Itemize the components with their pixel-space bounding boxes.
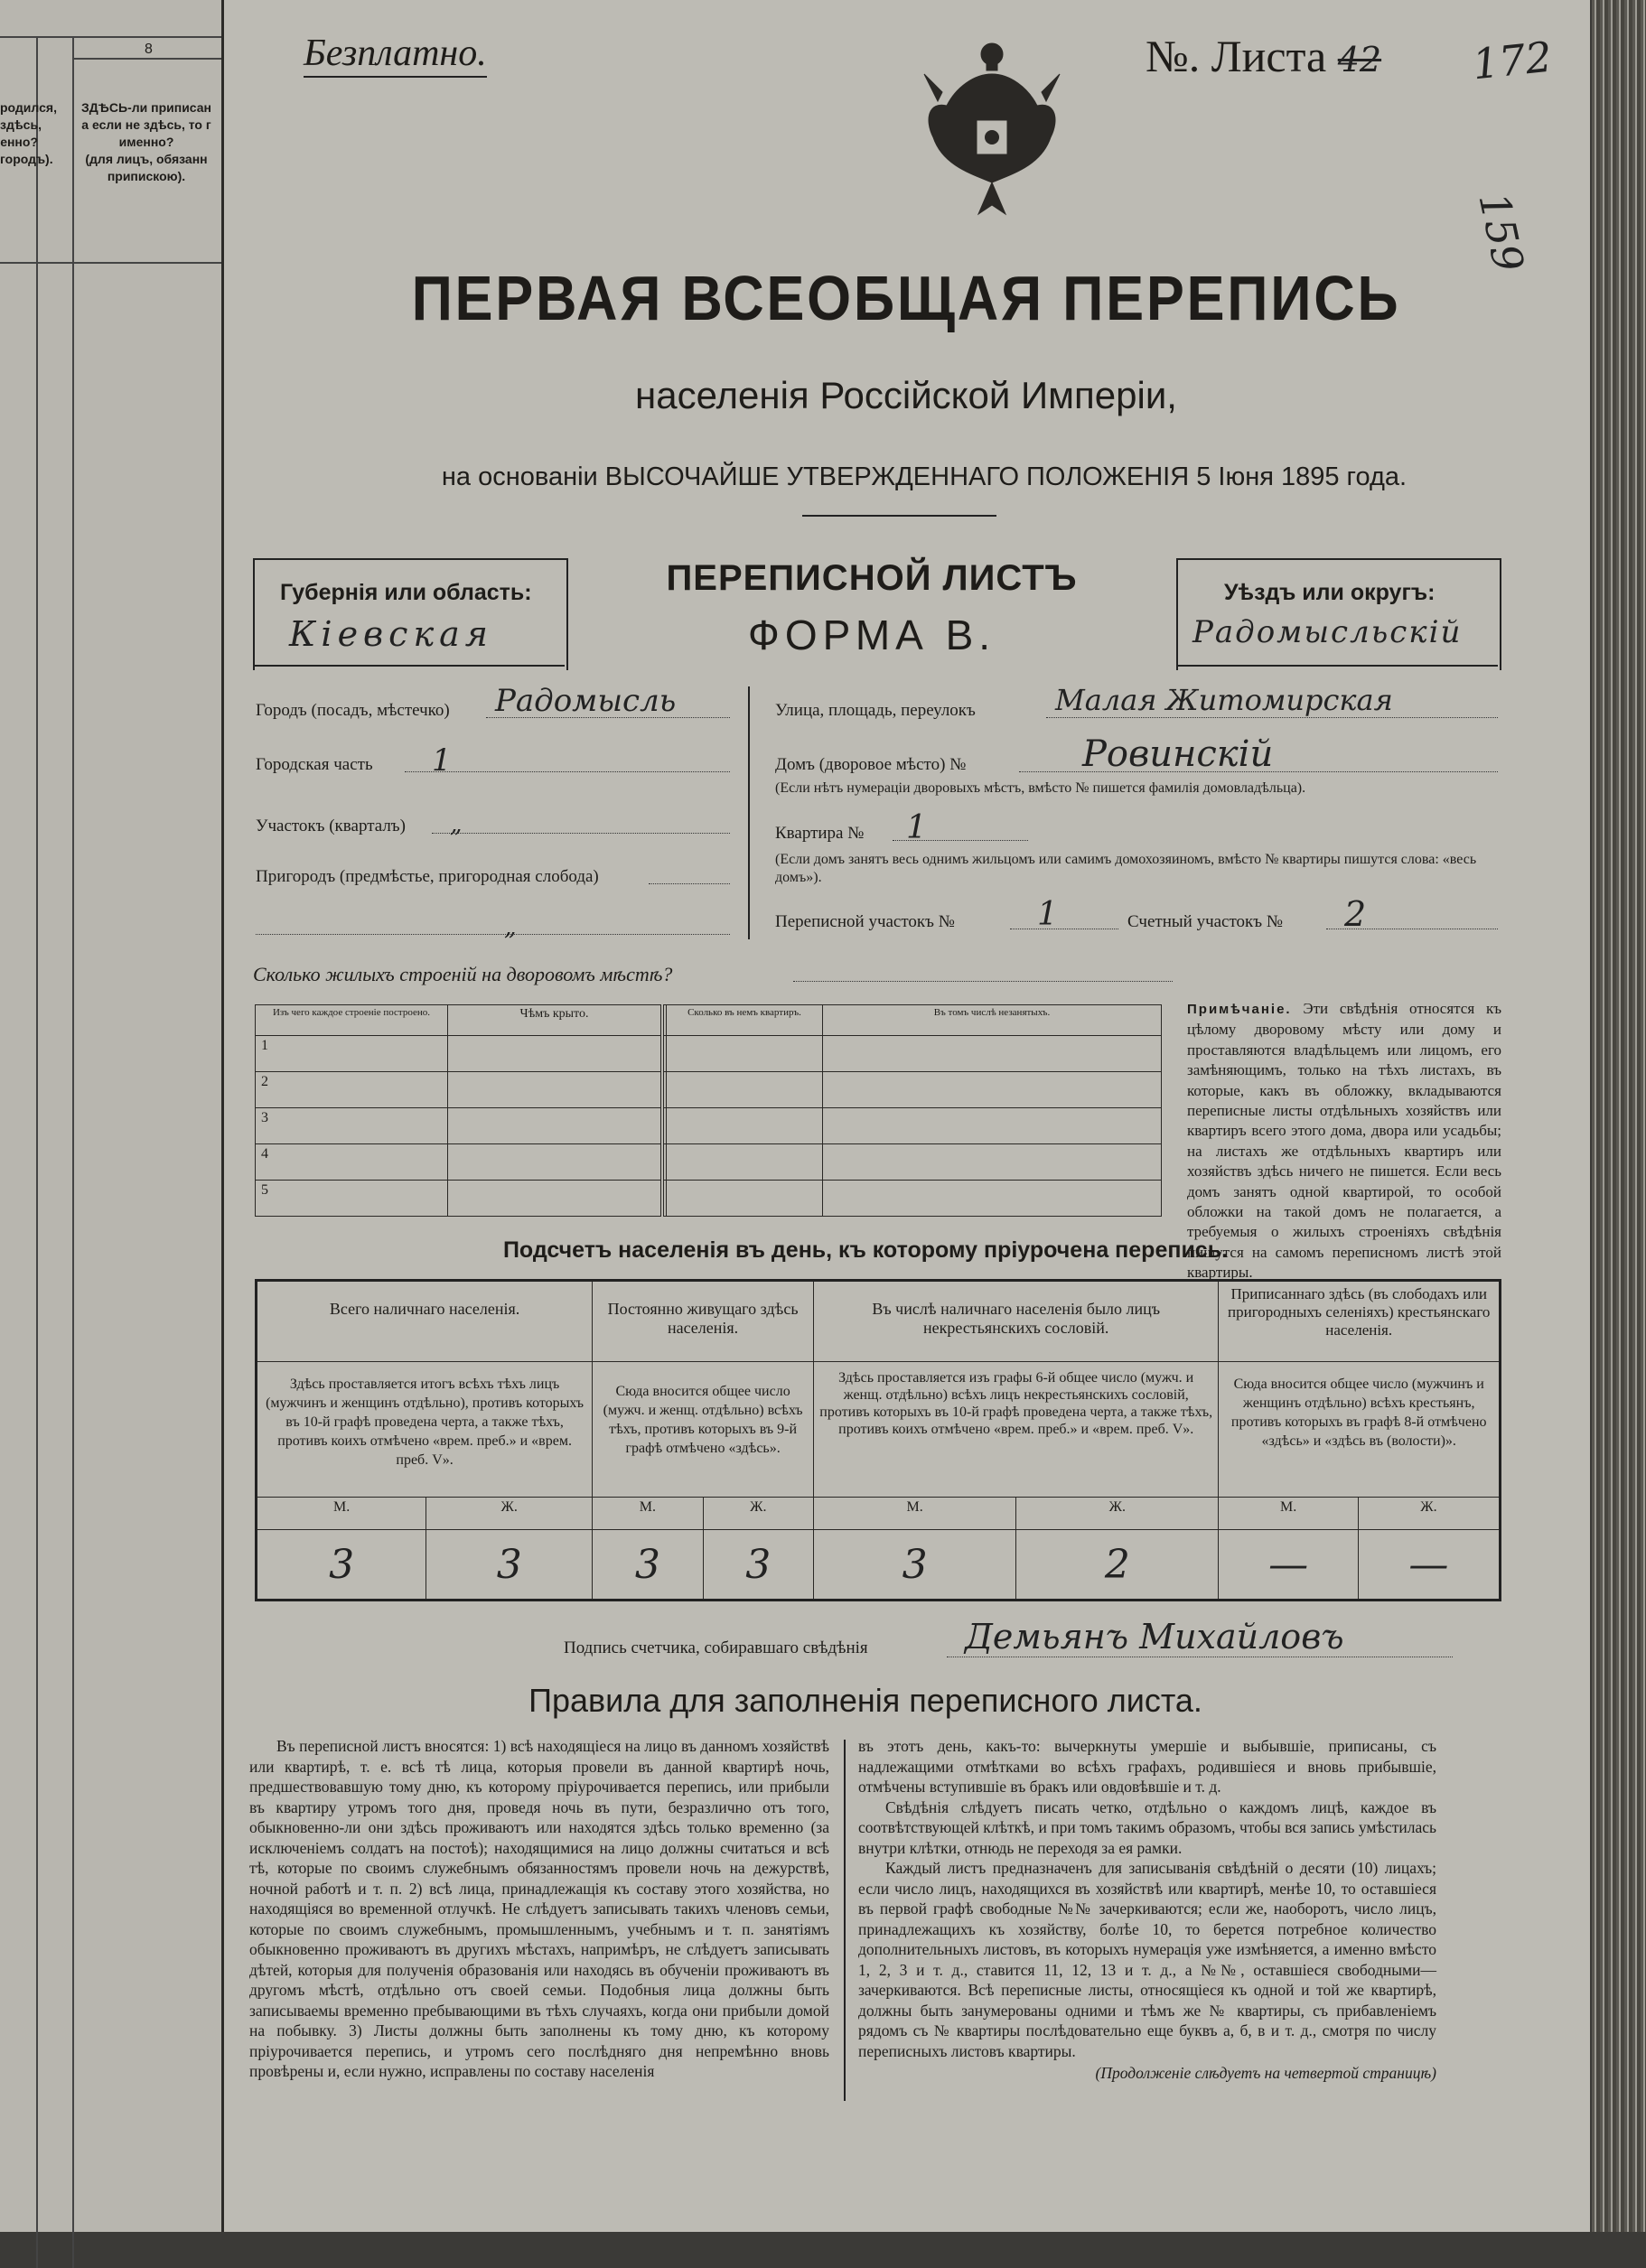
tally-title: Подсчетъ населенія въ день, къ которому пріурочена перепись. <box>502 1237 1229 1263</box>
column-description: Здѣсь проставляется изъ графы 6-й общее число (мужч. и женщ. отдѣльно) всѣхъ лицъ некрестьянскихъ сословій, противъ которыхъ въ 10-й графѣ проведена черта, а также тѣхъ, противъ коихъ отмѣчено «врем. преб.» и «врем. преб. V». <box>814 1362 1219 1498</box>
rules-title: Правила для заполненія переписного листа. <box>528 1682 1202 1719</box>
apartment-value: 1 <box>906 809 927 846</box>
province-label: Губернія или область: <box>280 580 532 605</box>
column-header: Въ томъ числѣ незанятыхъ. <box>823 1005 1162 1036</box>
column-header: Чѣмъ крыто. <box>448 1005 661 1036</box>
column-header: Сколько въ немъ квартиръ. <box>667 1005 823 1036</box>
column-divider <box>72 36 74 2268</box>
legal-basis: на основаніи ВЫСОЧАЙШЕ УТВЕРЖДЕННАГО ПОЛОЖЕНІЯ 5 Іюня 1895 года. <box>441 462 1408 491</box>
census-district-label: Переписной участокъ № <box>775 912 955 931</box>
city-part-label: Городская часть <box>256 755 373 774</box>
male-label: М. <box>814 1498 1016 1530</box>
double-headed-eagle-icon <box>920 38 1064 219</box>
male-label: М. <box>1219 1498 1358 1530</box>
rules-paragraph: Свѣдѣнія слѣдуетъ писать четко, отдѣльно о каждомъ лицѣ, каждое въ соотвѣтствующей клѣткѣ, и при томъ такимъ образомъ, чтобы вся запись умѣстилась внутри клѣтки, отнюдь не переходя за ея рамки. <box>858 1797 1436 1857</box>
page-title: ПЕРВАЯ ВСЕОБЩАЯ ПЕРЕПИСЬ <box>411 263 1401 333</box>
table-row: 1 <box>256 1036 448 1072</box>
house-note: (Если нѣтъ нумераціи дворовыхъ мѣстъ, вмѣсто № пишется фамилія домовладѣльца). <box>775 780 1306 796</box>
tally-value: 3 <box>593 1530 703 1601</box>
column-header: Изъ чего каждое строеніе построено. <box>256 1005 448 1036</box>
column-description: Сюда вносится общее число (мужчинъ и женщинъ отдѣльно) всѣхъ крестьянъ, противъ которыхъ въ графѣ 8-й отмѣчено «здѣсь» и «здѣсь въ (волости)». <box>1219 1362 1501 1498</box>
district-value: Радомысльскій <box>1192 614 1463 650</box>
suburb-label: Пригородъ (предмѣстье, пригородная слобода) <box>256 867 599 886</box>
tally-value: 3 <box>814 1530 1016 1601</box>
tally-value: 3 <box>703 1530 813 1601</box>
table-row: 3 <box>256 1108 448 1144</box>
precinct-value: „ <box>450 811 463 838</box>
column-header: Всего наличнаго населенія. <box>257 1281 593 1362</box>
page-subtitle: населенія Россійской Имперіи, <box>635 374 1177 416</box>
suburb-value: „ <box>504 914 517 941</box>
tally-value: 3 <box>426 1530 593 1601</box>
tally-value: — <box>1358 1530 1500 1601</box>
apartment-label: Квартира № <box>775 824 865 843</box>
house-label: Домъ (дворовое мѣсто) № <box>775 755 967 774</box>
facing-page-fragment <box>0 0 225 2232</box>
precinct-label: Участокъ (кварталъ) <box>256 817 406 835</box>
table-row: 4 <box>256 1144 448 1181</box>
buildings-note: Примѣчаніе. Эти свѣдѣнія относятся къ цѣлому дворовому мѣсту или дому и проставляются владѣльцемъ или лицомъ, его замѣняющимъ, только на тѣхъ листахъ, въ которые, какъ въ обложку, вкладываются переписные листы отдѣльныхъ хозяйствъ или квартиръ всего этого дома, двора или усадьбы; на листахъ же отдѣльныхъ квартиръ или хозяйствъ здѣсь ничего не пишется. Если весь домъ занятъ одной квартирой, то особой обложки на такой домъ не полагается, а требуемыя о жилыхъ строеніяхъ свѣдѣнія пишутся на самомъ переписномъ листѣ этой квартиры. <box>1187 1000 1501 1282</box>
rules-paragraph: Каждый листъ предназначенъ для записыванія свѣдѣній о десяти (10) лицахъ; если число лицъ, находящихся въ хозяйствѣ или квартирѣ, менѣе 10, то оставшіеся въ первой графѣ свободные №№ зачеркиваются; если же, наоборотъ, число лицъ, принадлежащихъ къ хозяйству, болѣе 10, то берется потребное количество дополнительныхъ листовъ, въ которыхъ нумерація уже измѣняется, а именно вмѣсто 1, 2, 3 и т. д., ставится 11, 12, 13 и т. д., а №№, оставшіеся свободными—зачеркиваются. Всѣ переписные листы, относящіеся къ одной и той же квартирѣ, должны быть занумерованы одними и тѣмъ же № квартиры, съ прибавленіемъ рядомъ съ № квартиры послѣдовательно еще буквъ а, б, в и т. д., смотря по числу переписныхъ листовъ квартиры. <box>858 1859 1436 2060</box>
column-number: 8 <box>145 42 153 57</box>
buildings-question: Сколько жилыхъ строеній на дворовомъ мѣстѣ? <box>253 963 673 985</box>
apartment-note: (Если домъ занятъ весь однимъ жильцомъ или самимъ домохозяиномъ, вмѣсто № квартиры пишутся слова: «весь домъ»). <box>775 852 1477 885</box>
street-label: Улица, площадь, переулокъ <box>775 701 976 720</box>
column-header: Постоянно живущаго здѣсь населенія. <box>593 1281 814 1362</box>
city-value: Радомысль <box>495 683 677 719</box>
street-value: Малая Житомирская <box>1055 683 1393 717</box>
table-row: 5 <box>256 1181 448 1217</box>
rules-paragraph: Въ переписной листъ вносятся: 1) всѣ находящіеся на лицо въ данномъ хозяйствѣ или квартирѣ, т. е. всѣ тѣ лица, которыя провели въ данной квартирѣ ночь, предшествовавшую тому дню, къ которому пріурочивается перепись, или прибыли въ квартиру утромъ того дня, проведя ночь въ пути, безразлично отъ того, обыкновенно-ли они здѣсь проживаютъ или находятся здѣсь только временно (за исключеніемъ солдатъ на постоѣ); находящимися на лицо должны считаться и всѣ тѣ, которые по своимъ служебнымъ обязанностямъ провели ночь на дежурствѣ, ночной работѣ и т. п. 2) всѣ лица, принадлежащія къ составу этого хозяйства, но находящіяся во временной отлучкѣ. Не слѣдуетъ записывать такихъ членовъ семьи, которые по своимъ служебнымъ, промышленнымъ, учебнымъ и т. п. занятіямъ обыкновенно проживаютъ въ другихъ мѣстахъ, напримѣръ, не слѣдуетъ записывать дѣтей, которыя для полученія образованія или находясь въ обученіи проживаютъ въ другомъ мѣстѣ, отдѣльно отъ своей семьи. Подобныя лица должны быть записываемы временно пребывающими въ тѣхъ случаяхъ, когда они прибыли домой на побывку. 3) Листы должны быть заполнены къ тому дню, къ которому пріурочивается перепись, и утромъ сего послѣдняго дня непремѣнно вновь провѣрены и, если нужно, исправлены по составу населенія <box>249 1737 829 2080</box>
tally-table <box>255 1279 1501 1601</box>
census-district-value: 1 <box>1037 896 1058 933</box>
signature: Демьянъ Михайловъ <box>965 1617 1344 1657</box>
province-value: Кіевская <box>289 614 493 654</box>
archive-number: 172 <box>1470 32 1555 89</box>
female-label: Ж. <box>1358 1498 1500 1530</box>
tally-value: 2 <box>1016 1530 1219 1601</box>
tally-value: 3 <box>257 1530 426 1601</box>
buildings-table-right <box>663 1004 1162 1217</box>
buildings-table-left <box>255 1004 661 1217</box>
column-description: Сюда вносится общее число (мужч. и женщ. отдѣльно) всѣхъ тѣхъ, противъ которыхъ въ 9-й графѣ отмѣчено «здѣсь». <box>593 1362 814 1498</box>
district-label: Уѣздъ или округъ: <box>1224 580 1436 605</box>
column-header: Приписаннаго здѣсь (въ слободахъ или пригородныхъ селеніяхъ) крестьянскаго населенія. <box>1219 1281 1501 1362</box>
male-label: М. <box>257 1498 426 1530</box>
census-form-page <box>224 0 1590 2232</box>
form-header-box <box>253 558 1500 668</box>
count-district-label: Счетный участокъ № <box>1127 912 1283 931</box>
city-part-value: 1 <box>432 742 452 779</box>
female-label: Ж. <box>703 1498 813 1530</box>
book-edge <box>1592 0 1646 2232</box>
male-label: М. <box>593 1498 703 1530</box>
sheet-number-value: 42 <box>1337 40 1382 79</box>
column-header-registration: ЗДѢСЬ-ли приписан а если не здѣсь, то г именно? (для лицъ, обязанн припискою). <box>80 100 211 183</box>
column-description: Здѣсь проставляется итогъ всѣхъ тѣхъ лицъ (мужчинъ и женщинъ отдѣльно), противъ которыхъ въ 10-й графѣ проведена черта, а также тѣхъ, противъ коихъ отмѣчено «врем. преб.» и «врем. преб. V». <box>257 1362 593 1498</box>
form-letter: ФОРМА В. <box>747 611 996 658</box>
female-label: Ж. <box>426 1498 593 1530</box>
city-label: Городъ (посадъ, мѣстечко) <box>256 701 450 720</box>
tally-value: — <box>1219 1530 1358 1601</box>
column-header: Въ числѣ наличнаго населенія было лицъ некрестьянскихъ сословій. <box>814 1281 1219 1362</box>
house-value: Ровинскій <box>1082 733 1274 775</box>
free-of-charge-label: Безплатно. <box>304 31 487 78</box>
form-title: ПЕРЕПИСНОЙ ЛИСТЪ <box>666 558 1078 598</box>
female-label: Ж. <box>1016 1498 1219 1530</box>
archive-number: 159 <box>1469 188 1534 276</box>
signature-label: Подпись счетчика, собиравшаго свѣдѣнія <box>564 1638 868 1657</box>
rules-left-column <box>249 1736 829 2082</box>
sheet-number-label: №. Листа 42 <box>1146 31 1382 81</box>
rules-right-column <box>858 1736 1436 2084</box>
column-divider <box>36 36 38 2268</box>
count-district-value: 2 <box>1344 894 1367 934</box>
column-header-birthplace: родился, здѣсь, енно? городъ). <box>0 100 57 166</box>
continued-note: (Продолженіе слѣдуетъ на четвертой страницѣ) <box>1095 2064 1436 2082</box>
rules-paragraph: въ этотъ день, какъ-то: вычеркнуты умершіе и выбывшіе, приписаны, съ надлежащими отмѣтками во всѣхъ графахъ, родившіеся и вновь прибывшіе, отмѣчены вступившіе въ бракъ или овдовѣвшіе и т. д. <box>858 1737 1436 1796</box>
table-row: 2 <box>256 1072 448 1108</box>
